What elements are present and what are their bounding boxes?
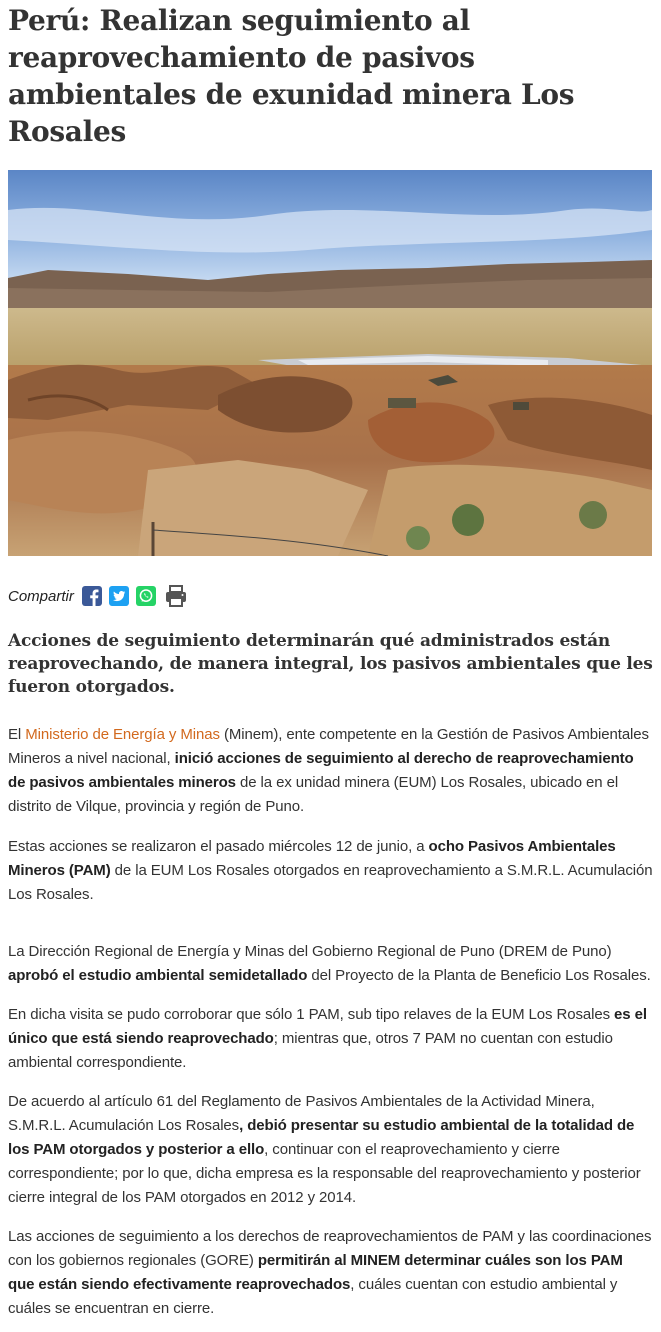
text: de la EUM Los Rosales otorgados en reaprovechamiento a S.M.R.L. Acumulación Los Rosales. [8,862,653,903]
bold-text: ocho Pasivos Ambientales Mineros (PAM) [8,838,616,879]
hero-image [8,170,652,556]
paragraph-3 [8,940,653,988]
text: del Proyecto de la Planta de Beneficio Los Rosales. [307,967,651,984]
text: ; mientras que, otros 7 PAM no cuentan con estudio ambiental correspondiente. [8,1030,613,1071]
text: , cuáles cuentan con estudio ambiental y cuáles se encuentran en cierre. [8,1276,618,1317]
paragraph-4 [8,1003,653,1075]
minem-link[interactable]: Ministerio de Energía y Minas [25,726,220,743]
paragraph-2 [8,835,653,907]
text: (Minem), ente competente en la Gestión de Pasivos Ambientales Mineros a nivel nacional, [8,726,649,767]
paragraph-6 [8,1225,653,1321]
bold-text: es el único que está siendo reaprovechado [8,1006,647,1047]
whatsapp-icon[interactable] [136,586,156,606]
text: Las acciones de seguimiento a los derechos de reaprovechamientos de PAM y las coordinaciones con los gobiernos regionales (GORE) [8,1228,652,1269]
text: En dicha visita se pudo corroborar que sólo 1 PAM, sub tipo relaves de la EUM Los Rosales [8,1006,615,1023]
bold-text: inició acciones de seguimiento al derecho de reaprovechamiento de pasivos ambientales mineros [8,750,634,791]
print-icon[interactable] [164,584,188,608]
article-title: Perú: Realizan seguimiento al reaprovechamiento de pasivos ambientales de exunidad minera Los Rosales [8,4,575,148]
bold-text: permitirán al MINEM determinar cuáles son los PAM que están siendo efectivamente reaprovechados [8,1252,623,1293]
facebook-icon[interactable] [82,586,102,606]
bold-text: , debió presentar su estudio ambiental de la totalidad de los PAM otorgados y posterior a ello [8,1117,635,1158]
paragraph-5 [8,1090,653,1210]
paragraph-1 [8,723,653,819]
article-subtitle: Acciones de seguimiento determinarán qué administrados están reaprovechando, de manera integral, los pasivos ambientales que les fueron otorgados. [8,631,653,697]
share-label: Compartir [8,587,74,605]
bold-text: aprobó el estudio ambiental semidetallado [8,967,308,984]
text: , continuar con el reaprovechamiento y cierre correspondiente; por lo que, dicha empresa es la responsable del reaprovechamiento y posterior cierre integral de los PAM otorgados en 2012 y 2014. [8,1141,641,1206]
text: Estas acciones se realizaron el pasado miércoles 12 de junio, a [8,838,429,855]
text: De acuerdo al artículo 61 del Reglamento de Pasivos Ambientales de la Actividad Minera, S.M.R.L. Acumulación Los Rosales [8,1093,595,1134]
text: La Dirección Regional de Energía y Minas del Gobierno Regional de Puno (DREM de Puno) [8,943,612,960]
share-bar [8,582,653,610]
text: de la ex unidad minera (EUM) Los Rosales, ubicado en el distrito de Vilque, provincia y región de Puno. [8,774,619,815]
twitter-icon[interactable] [109,586,129,606]
text: El [8,726,26,743]
